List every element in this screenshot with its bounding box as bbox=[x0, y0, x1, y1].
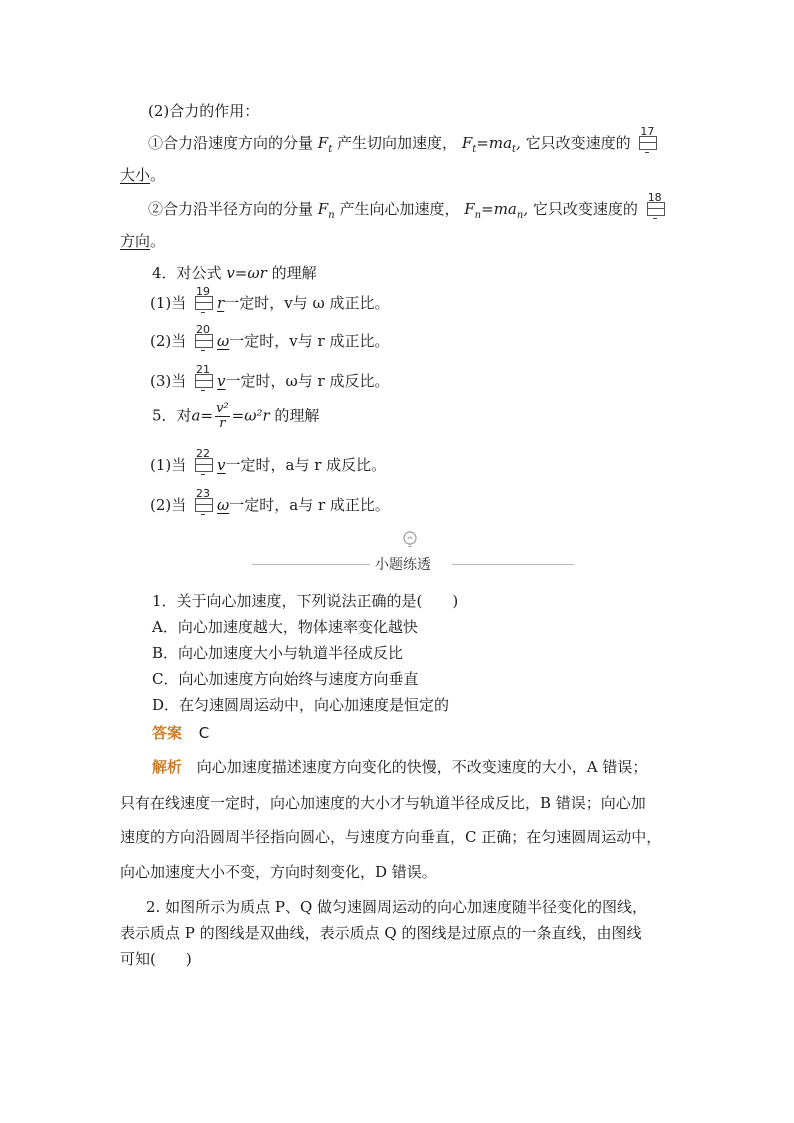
answer-line-18 bbox=[120, 230, 165, 251]
subheading-net-force-effect: (2)合力的作用： bbox=[148, 102, 260, 120]
analysis-text: 向心加速度描述速度方向变化的快慢，不改变速度的大小，A 错误； bbox=[196, 758, 648, 776]
formula-v-omega-r: v=ωr bbox=[226, 264, 267, 282]
symbol-a: a bbox=[191, 406, 201, 425]
formula-Ft-mat: $F_t=ma_t$, bbox=[461, 134, 521, 155]
answer-line-17 bbox=[120, 164, 165, 185]
blank-18 bbox=[645, 191, 667, 218]
answer-18: 方向 bbox=[120, 232, 151, 250]
row-text: 一定时，a与 r 成正比。 bbox=[229, 496, 390, 514]
symbol-Ft: $F_t$ bbox=[317, 134, 333, 155]
divider-right bbox=[452, 564, 574, 565]
row-text: 一定时，ω与 r 成反比。 bbox=[225, 372, 390, 390]
blank-23 bbox=[193, 487, 215, 514]
row-5-2 bbox=[150, 487, 390, 515]
blank-17 bbox=[637, 125, 659, 152]
statement-tangential-c: 它只改变速度的 bbox=[525, 134, 631, 152]
row-prefix: (2)当 bbox=[150, 496, 187, 514]
analysis-line-1 bbox=[152, 756, 647, 777]
divider-left bbox=[252, 564, 370, 565]
row-4-3 bbox=[150, 363, 390, 391]
question-1-option-a: A．向心加速度越大，物体速率变化越快 bbox=[152, 618, 418, 636]
answer-19: r bbox=[217, 294, 225, 312]
heading-4-suffix: 的理解 bbox=[271, 264, 317, 282]
heading-5-suffix: 的理解 bbox=[274, 406, 320, 425]
blank-number: 18 bbox=[647, 191, 662, 204]
row-prefix: (1)当 bbox=[150, 294, 187, 312]
heading-4-prefix: 4．对公式 bbox=[152, 264, 222, 282]
question-1-option-d: D．在匀速圆周运动中，向心加速度是恒定的 bbox=[152, 696, 450, 714]
row-prefix: (3)当 bbox=[150, 372, 187, 390]
row-4-2 bbox=[150, 323, 390, 351]
fraction-denominator: r bbox=[219, 416, 226, 431]
analysis-line-3: 速度的方向沿圆周半径指向圆心，与速度方向垂直，C 正确；在匀速圆周运动中， bbox=[120, 828, 662, 846]
blank-22 bbox=[193, 447, 215, 474]
analysis-line-2: 只有在线速度一定时，向心加速度的大小才与轨道半径成反比，B 错误；向心加 bbox=[120, 794, 646, 812]
statement-centripetal-b: 产生向心加速度， bbox=[339, 200, 460, 218]
formula-Fn-man: $F_n=ma_n$, bbox=[464, 200, 529, 221]
question-2-line-2: 表示质点 P 的图线是双曲线，表示质点 Q 的图线是过原点的一条直线，由图线 bbox=[120, 924, 642, 942]
row-prefix: (2)当 bbox=[150, 332, 187, 350]
blank-number: 20 bbox=[196, 323, 211, 336]
blank-number: 19 bbox=[196, 285, 211, 298]
question-2-line-3: 可知( ) bbox=[120, 950, 192, 968]
practice-section-header bbox=[252, 528, 574, 580]
blank-number: 21 bbox=[196, 363, 211, 376]
row-text: 一定时，a与 r 成反比。 bbox=[225, 456, 387, 474]
analysis-label: 解析 bbox=[152, 758, 183, 776]
question-1-option-c: C．向心加速度方向始终与速度方向垂直 bbox=[152, 670, 419, 688]
row-prefix: (1)当 bbox=[150, 456, 187, 474]
blank-20 bbox=[193, 323, 215, 350]
blank-21 bbox=[193, 363, 215, 390]
row-text: 一定时，v与 ω 成正比。 bbox=[224, 294, 390, 312]
answer-value: C bbox=[198, 724, 210, 742]
answer-23: ω bbox=[217, 496, 230, 514]
answer-20: ω bbox=[217, 332, 230, 350]
row-text: 一定时，v与 r 成正比。 bbox=[229, 332, 390, 350]
symbol-Fn: $F_n$ bbox=[317, 200, 335, 221]
analysis-line-4: 向心加速度大小不变，方向时刻变化，D 错误。 bbox=[120, 863, 437, 881]
question-1-stem: 1．关于向心加速度，下列说法正确的是( ) bbox=[152, 592, 459, 610]
answer-21: v bbox=[217, 372, 226, 390]
answer-22: v bbox=[217, 456, 226, 474]
statement-tangential-a: ①合力沿速度方向的分量 bbox=[148, 134, 314, 152]
blank-number: 23 bbox=[196, 487, 211, 500]
blank-number: 22 bbox=[196, 447, 211, 460]
question-2-line-1: 2. 如图所示为质点 P、Q 做匀速圆周运动的向心加速度随半径变化的图线， bbox=[146, 898, 648, 916]
statement-centripetal-c: 它只改变速度的 bbox=[532, 200, 638, 218]
lightbulb-icon bbox=[400, 530, 420, 550]
blank-number: 17 bbox=[640, 125, 655, 138]
fraction-v2-over-r bbox=[215, 402, 230, 431]
question-1-option-b: B．向心加速度大小与轨道半径成反比 bbox=[152, 644, 404, 662]
heading-5-prefix: 5．对 bbox=[152, 406, 192, 425]
statement-centripetal-a: ②合力沿半径方向的分量 bbox=[148, 200, 314, 218]
statement-tangential bbox=[148, 125, 661, 155]
answer-17: 大小 bbox=[120, 166, 151, 184]
statement-centripetal bbox=[148, 191, 669, 221]
answer-label: 答案 bbox=[152, 724, 183, 742]
statement-tangential-b: 产生切向加速度， bbox=[337, 134, 458, 152]
period: 。 bbox=[150, 166, 166, 184]
row-4-1 bbox=[150, 285, 390, 313]
heading-formula-a: 5．对a= $\frac{\text{v²}}{r}$ =ω²r 的理解 bbox=[152, 401, 320, 431]
practice-title: 小题练透 bbox=[375, 557, 431, 573]
fraction-numerator: v² bbox=[216, 401, 229, 416]
question-1-answer bbox=[152, 722, 209, 743]
formula-omega2-r: =ω²r bbox=[231, 406, 270, 425]
row-5-1 bbox=[150, 447, 387, 475]
blank-19 bbox=[193, 285, 215, 312]
period: 。 bbox=[150, 232, 166, 250]
heading-formula-v bbox=[152, 262, 317, 283]
